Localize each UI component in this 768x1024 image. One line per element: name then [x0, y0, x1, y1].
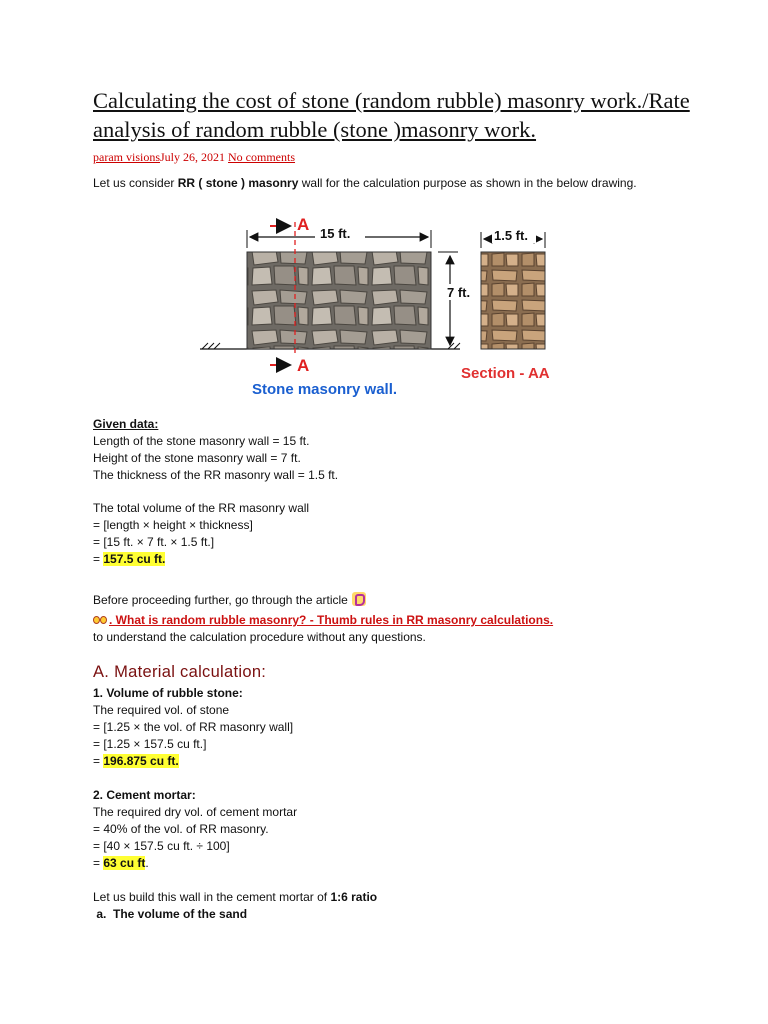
mortar-line: = [40 × 157.5 cu ft. ÷ 100]: [93, 839, 230, 853]
volume-line: The total volume of the RR masonry wall: [93, 501, 310, 515]
given-line: Height of the stone masonry wall = 7 ft.: [93, 451, 301, 465]
wall-figure: [190, 208, 590, 404]
comments-link[interactable]: No comments: [228, 150, 296, 164]
mortar-result-line: [93, 855, 297, 872]
intro-suffix: wall for the calculation purpose as shown in the below drawing.: [298, 176, 637, 190]
glasses-icon: [93, 616, 107, 624]
section-aa-view: [481, 252, 545, 349]
volume-line: = [15 ft. × 7 ft. × 1.5 ft.]: [93, 535, 215, 549]
mortar-line: The required dry vol. of cement mortar: [93, 805, 298, 819]
post-meta: [93, 150, 295, 165]
article-reference-block: [93, 592, 693, 646]
height-label: 7 ft.: [447, 285, 471, 300]
sand-volume-heading: a. The volume of the sand: [93, 907, 248, 921]
reference-link-line: [93, 612, 693, 629]
cement-mortar-heading: 2. Cement mortar:: [93, 788, 196, 802]
stone-line: = [1.25 × 157.5 cu ft.]: [93, 737, 207, 751]
section-caption: Section - AA: [461, 365, 550, 382]
author-link[interactable]: param visions: [93, 150, 160, 164]
result-prefix: =: [93, 552, 104, 566]
given-data-block: [93, 416, 338, 484]
ratio-prefix: Let us build this wall in the cement mortar of: [93, 890, 331, 904]
intro-paragraph: [93, 175, 653, 192]
result-suffix: .: [145, 856, 149, 870]
wall-caption: Stone masonry wall.: [252, 381, 398, 398]
given-data-heading: Given data:: [93, 417, 159, 431]
result-prefix: =: [93, 856, 104, 870]
stone-wall-elevation: [247, 252, 431, 349]
volume-result: 157.5 cu ft.: [103, 552, 166, 566]
thickness-label: 1.5 ft.: [494, 228, 528, 243]
proceed-after: to understand the calculation procedure without any questions.: [93, 630, 426, 644]
mortar-result: 63 cu ft: [103, 856, 146, 870]
reference-article-link[interactable]: . What is random rubble masonry? - Thumb rules in RR masonry calculations.: [109, 613, 554, 627]
length-label: 15 ft.: [320, 226, 351, 241]
stone-line: The required vol. of stone: [93, 703, 230, 717]
section-marker-top: A: [297, 215, 310, 234]
link-icon: [352, 592, 366, 606]
total-volume-block: [93, 500, 309, 568]
stone-result-line: [93, 753, 293, 770]
proceed-line: [93, 592, 693, 609]
section-marker-bottom: A: [297, 356, 310, 375]
volume-result-line: [93, 551, 309, 568]
mortar-line: = 40% of the vol. of RR masonry.: [93, 822, 269, 836]
article-title: Calculating the cost of stone (random rubble) masonry work./Rate analysis of random rubble (stone )masonry work.: [93, 88, 690, 142]
given-line: The thickness of the RR masonry wall = 1.5 ft.: [93, 468, 339, 482]
rubble-stone-heading: 1. Volume of rubble stone:: [93, 686, 243, 700]
stone-line: = [1.25 × the vol. of RR masonry wall]: [93, 720, 294, 734]
cement-mortar-block: [93, 787, 297, 872]
material-calculation-heading: A. Material calculation:: [93, 663, 267, 681]
intro-prefix: Let us consider: [93, 176, 178, 190]
given-line: Length of the stone masonry wall = 15 ft.: [93, 434, 310, 448]
stone-result: 196.875 cu ft.: [103, 754, 179, 768]
intro-bold: RR ( stone ) masonry: [177, 176, 299, 190]
rubble-stone-block: [93, 685, 293, 770]
result-prefix: =: [93, 754, 104, 768]
mortar-ratio-block: [93, 889, 377, 923]
post-date: July 26, 2021: [160, 150, 226, 164]
ratio-value: 1:6 ratio: [330, 890, 378, 904]
proceed-text: Before proceeding further, go through the article: [93, 593, 348, 607]
volume-line: = [length × height × thickness]: [93, 518, 253, 532]
ratio-line: [93, 889, 377, 906]
